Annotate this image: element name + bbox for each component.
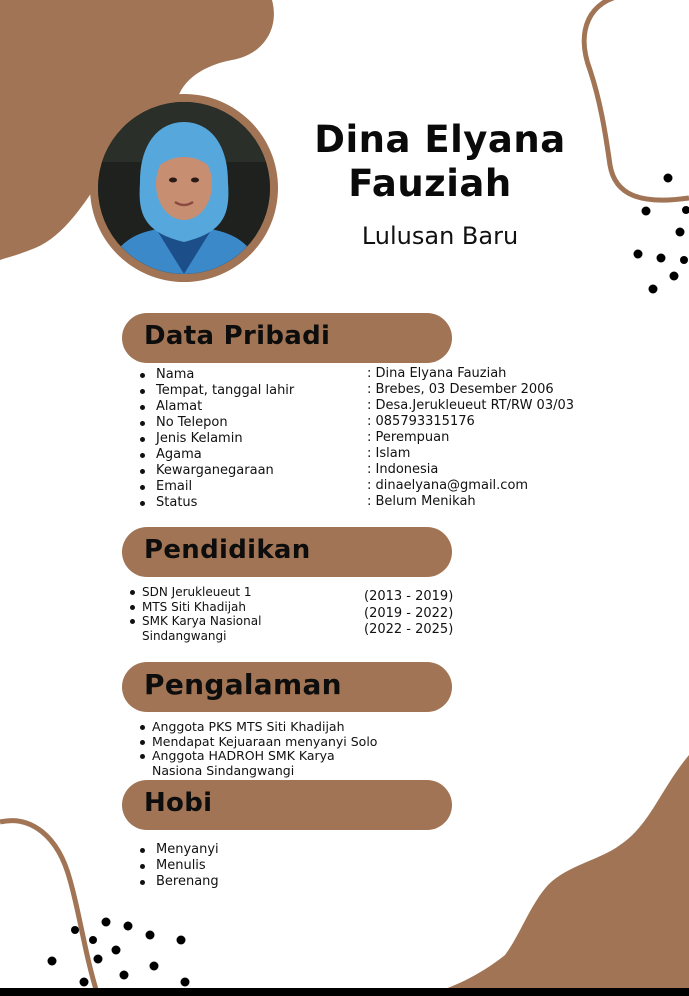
year-item: (2019 - 2022) xyxy=(364,605,454,621)
section-header-pendidikan xyxy=(122,527,452,577)
name-line-1: Dina Elyana xyxy=(314,118,566,161)
list-item: Kewarganegaraan xyxy=(138,463,294,479)
value-item: : Islam xyxy=(367,446,411,461)
list-item: Berenang xyxy=(138,874,219,890)
list-item: Email xyxy=(138,479,294,495)
section-header-hobi xyxy=(122,780,452,830)
list-item: Nama xyxy=(138,367,294,383)
list-item: Jenis Kelamin xyxy=(138,431,294,447)
job-title: Lulusan Baru xyxy=(361,222,519,250)
list-item: No Telepon xyxy=(138,415,294,431)
name-line-2: Fauziah xyxy=(348,162,512,205)
list-item: Anggota HADROH SMK Karya Nasiona Sindangwangi xyxy=(138,749,388,778)
bottom-right-blob xyxy=(420,755,689,996)
list-item: Mendapat Kejuaraan menyanyi Solo xyxy=(138,735,388,750)
list-item: Anggota PKS MTS Siti Khadijah xyxy=(138,720,388,735)
list-item: SDN Jerukleueut 1 xyxy=(128,585,298,600)
bottom-border xyxy=(0,988,689,996)
year-item: (2013 - 2019) xyxy=(364,589,454,604)
personal-labels-list xyxy=(138,367,294,511)
value-item: : Belum Menikah xyxy=(367,494,476,509)
profile-photo xyxy=(98,102,270,274)
list-item: MTS Siti Khadijah xyxy=(128,600,298,615)
section-title: Data Pribadi xyxy=(144,321,331,351)
section-title: Hobi xyxy=(144,788,213,818)
value-item: : Dina Elyana Fauziah xyxy=(367,366,507,381)
school-years-list xyxy=(364,589,453,639)
top-right-outline xyxy=(584,0,689,200)
section-title: Pengalaman xyxy=(144,668,342,701)
value-item: : Desa.Jerukleueut RT/RW 03/03 xyxy=(367,398,575,413)
hobby-list xyxy=(138,842,219,890)
list-item: SMK Karya Nasional Sindangwangi xyxy=(128,614,298,643)
section-header-data-pribadi xyxy=(122,313,452,363)
list-item: Status xyxy=(138,495,294,511)
list-item: Menulis xyxy=(138,858,219,874)
value-item: : 085793315176 xyxy=(367,414,475,429)
experience-list xyxy=(138,720,388,778)
year-item: (2022 - 2025) xyxy=(364,622,454,637)
value-item: : Brebes, 03 Desember 2006 xyxy=(367,382,554,397)
personal-values-list xyxy=(367,366,574,510)
value-item: : dinaelyana@gmail.com xyxy=(367,478,529,493)
dots-top-right xyxy=(634,174,689,294)
school-list xyxy=(128,585,298,643)
section-title: Pendidikan xyxy=(144,535,311,565)
person-portrait-icon xyxy=(98,102,270,274)
bottom-left-outline xyxy=(0,821,98,996)
list-item: Menyanyi xyxy=(138,842,219,858)
section-header-pengalaman xyxy=(122,662,452,712)
dots-bottom-left xyxy=(48,918,190,987)
value-item: : Indonesia xyxy=(367,462,439,477)
list-item: Tempat, tanggal lahir xyxy=(138,383,294,399)
list-item: Alamat xyxy=(138,399,294,415)
full-name xyxy=(300,118,580,206)
value-item: : Perempuan xyxy=(367,430,450,445)
list-item: Agama xyxy=(138,447,294,463)
